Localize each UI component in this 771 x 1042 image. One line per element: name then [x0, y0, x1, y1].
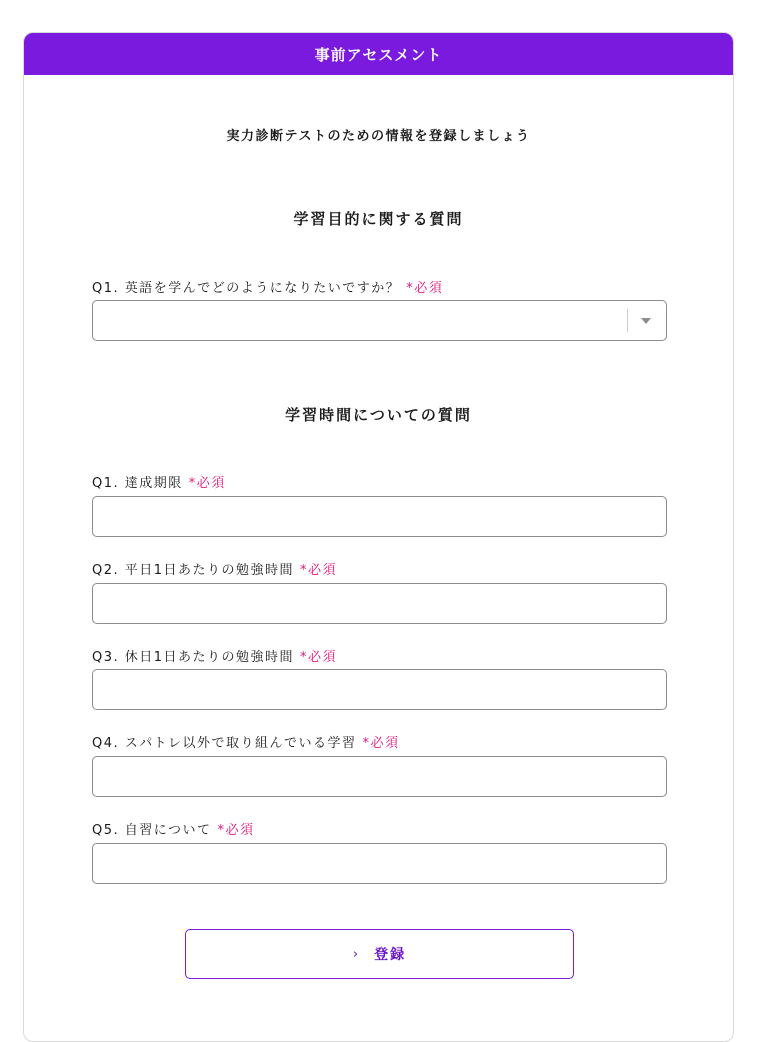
question-label-deadline	[92, 472, 226, 491]
question-text: Q1. 達成期限	[92, 476, 183, 491]
question-label-purpose-q1	[92, 277, 443, 296]
question-text: Q2. 平日1日あたりの勉強時間	[92, 563, 295, 578]
required-mark: *必須	[217, 823, 255, 838]
question-label-weekday-time	[92, 559, 337, 578]
other-study-input[interactable]	[92, 756, 667, 797]
select-divider	[627, 309, 628, 332]
required-mark: *必須	[362, 736, 400, 751]
section-title-purpose: 学習目的に関する質問	[293, 210, 464, 228]
card-header	[24, 33, 733, 75]
question-text: Q3. 休日1日あたりの勉強時間	[92, 650, 295, 665]
chevron-right-icon: ›	[352, 946, 361, 962]
question-text: Q4. スパトレ以外で取り組んでいる学習	[92, 736, 357, 751]
question-label-other-study	[92, 732, 400, 751]
self-study-input[interactable]	[92, 843, 667, 884]
register-button[interactable]	[185, 929, 574, 979]
question-text: Q1. 英語を学んでどのようになりたいですか？	[92, 281, 401, 296]
deadline-input[interactable]	[92, 496, 667, 537]
required-mark: *必須	[188, 476, 226, 491]
page-title: 事前アセスメント	[314, 45, 443, 64]
question-label-holiday-time	[92, 646, 337, 665]
purpose-select[interactable]	[92, 300, 667, 341]
required-mark: *必須	[300, 563, 338, 578]
chevron-down-icon[interactable]	[641, 318, 651, 324]
question-label-self-study	[92, 819, 255, 838]
assessment-card	[23, 32, 734, 1042]
register-button-label: 登録	[374, 947, 407, 963]
required-mark: *必須	[300, 650, 338, 665]
holiday-time-input[interactable]	[92, 669, 667, 710]
required-mark: *必須	[406, 281, 444, 296]
weekday-time-input[interactable]	[92, 583, 667, 624]
subtitle: 実力診断テストのための情報を登録しましょう	[226, 129, 531, 144]
question-text: Q5. 自習について	[92, 823, 212, 838]
section-title-study-time: 学習時間についての質問	[285, 406, 472, 424]
